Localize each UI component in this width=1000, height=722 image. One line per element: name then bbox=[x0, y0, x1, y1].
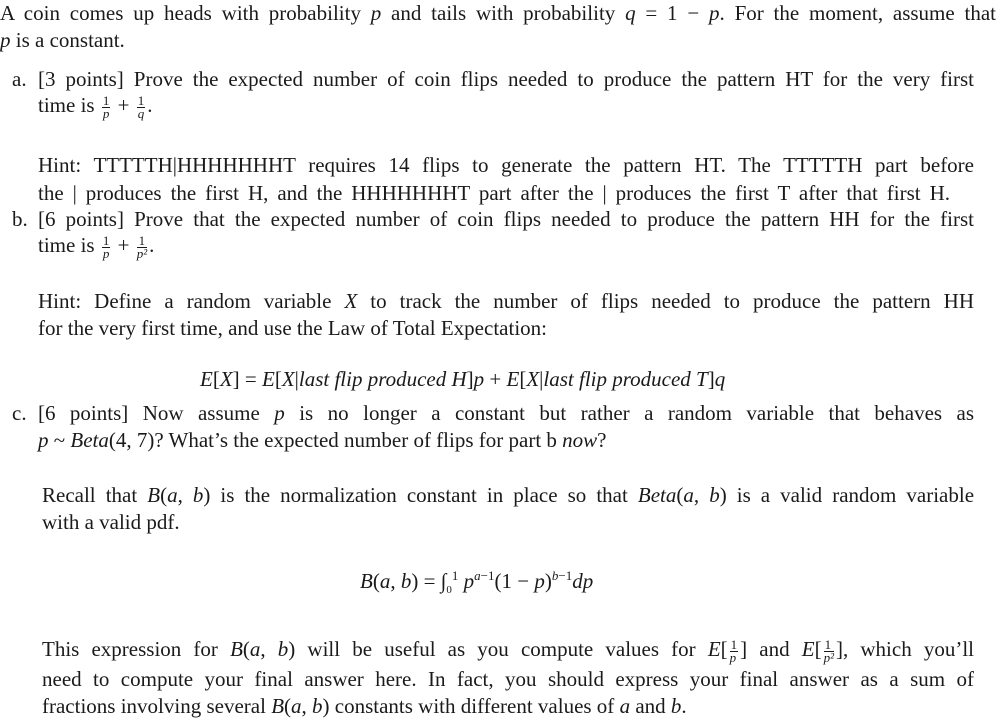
part-a-line-1: [3 points] Prove the expected number of coin flips needed to produce the pattern HT for the very first bbox=[38, 67, 974, 91]
part-a-marker: a. bbox=[12, 67, 27, 91]
beta-function-equation: B(a, $b) = \int_0^1$ $p^{a-1}(1 - p)^{b-1}dp$ bbox=[360, 568, 594, 597]
part-a-line-2: time is $\frac{1}{p}$ + $\frac{1}{q}$ . bbox=[38, 92, 153, 121]
part-a-hint-2: the | produces the first H, and the HHHHHHHT part after the | produces the first T after that first H. bbox=[38, 181, 950, 205]
part-c-recall-1: Recall that B(a, b) is the normalization constant in place so that Beta(a, b) is a valid random variable bbox=[42, 483, 975, 507]
part-b-hint-2: for the very first time, and use the Law of Total Expectation: bbox=[38, 316, 547, 340]
part-c-closing-2: need to compute your final answer here. In fact, you should express your final answer as a sum of bbox=[42, 667, 974, 691]
fraction-1-over-p-squared: $\frac{1}{\text{p²}}$ bbox=[136, 232, 148, 261]
part-c-line-2: p ~ Beta(4, 7)? What’s the expected number of flips for part b now? bbox=[38, 428, 607, 452]
part-c-marker: c. bbox=[12, 401, 27, 425]
part-c-closing-1: This expression for B(a, b) will be useful as you compute values for E[ $\frac{1}{p}$ ] and E[ $\frac{1}{\text{p²}}$ ], which you’ll bbox=[42, 636, 975, 665]
fraction-1-over-q: $\frac{1}{q}$ bbox=[137, 92, 145, 121]
part-b-line-2: time is $\frac{1}{p}$ + $\frac{1}{\text{p²}}$ . bbox=[38, 232, 155, 261]
total-expectation-equation: E[X] = E[X|last flip produced H]p + E[X|last flip produced T]q bbox=[200, 367, 726, 391]
fraction-1-over-p: $\frac{1}{p}$ bbox=[102, 232, 110, 261]
fraction-1-over-p: $\frac{1}{p}$ bbox=[102, 92, 110, 121]
part-a-hint-1: Hint: TTTTTH|HHHHHHHT requires 14 flips to generate the pattern HT. The TTTTTH part before bbox=[38, 153, 974, 177]
part-c-line-1: [6 points] Now assume p is no longer a constant but rather a random variable that behaves as bbox=[38, 401, 975, 425]
part-b-marker: b. bbox=[12, 207, 28, 231]
part-c-recall-2: with a valid pdf. bbox=[42, 510, 180, 534]
part-b-hint-1: Hint: Define a random variable X to track the number of flips needed to produce the pattern HH bbox=[38, 289, 974, 313]
intro-line-2: p is a constant. bbox=[0, 28, 125, 52]
part-b-line-1: [6 points] Prove that the expected number of coin flips needed to produce the pattern HH for the first bbox=[38, 207, 974, 231]
part-c-closing-3: fractions involving several B(a, b) constants with different values of a and b. bbox=[42, 694, 687, 718]
intro-line-1: A coin comes up heads with probability p and tails with probability q = 1 − p. For the moment, assume that bbox=[0, 1, 997, 25]
